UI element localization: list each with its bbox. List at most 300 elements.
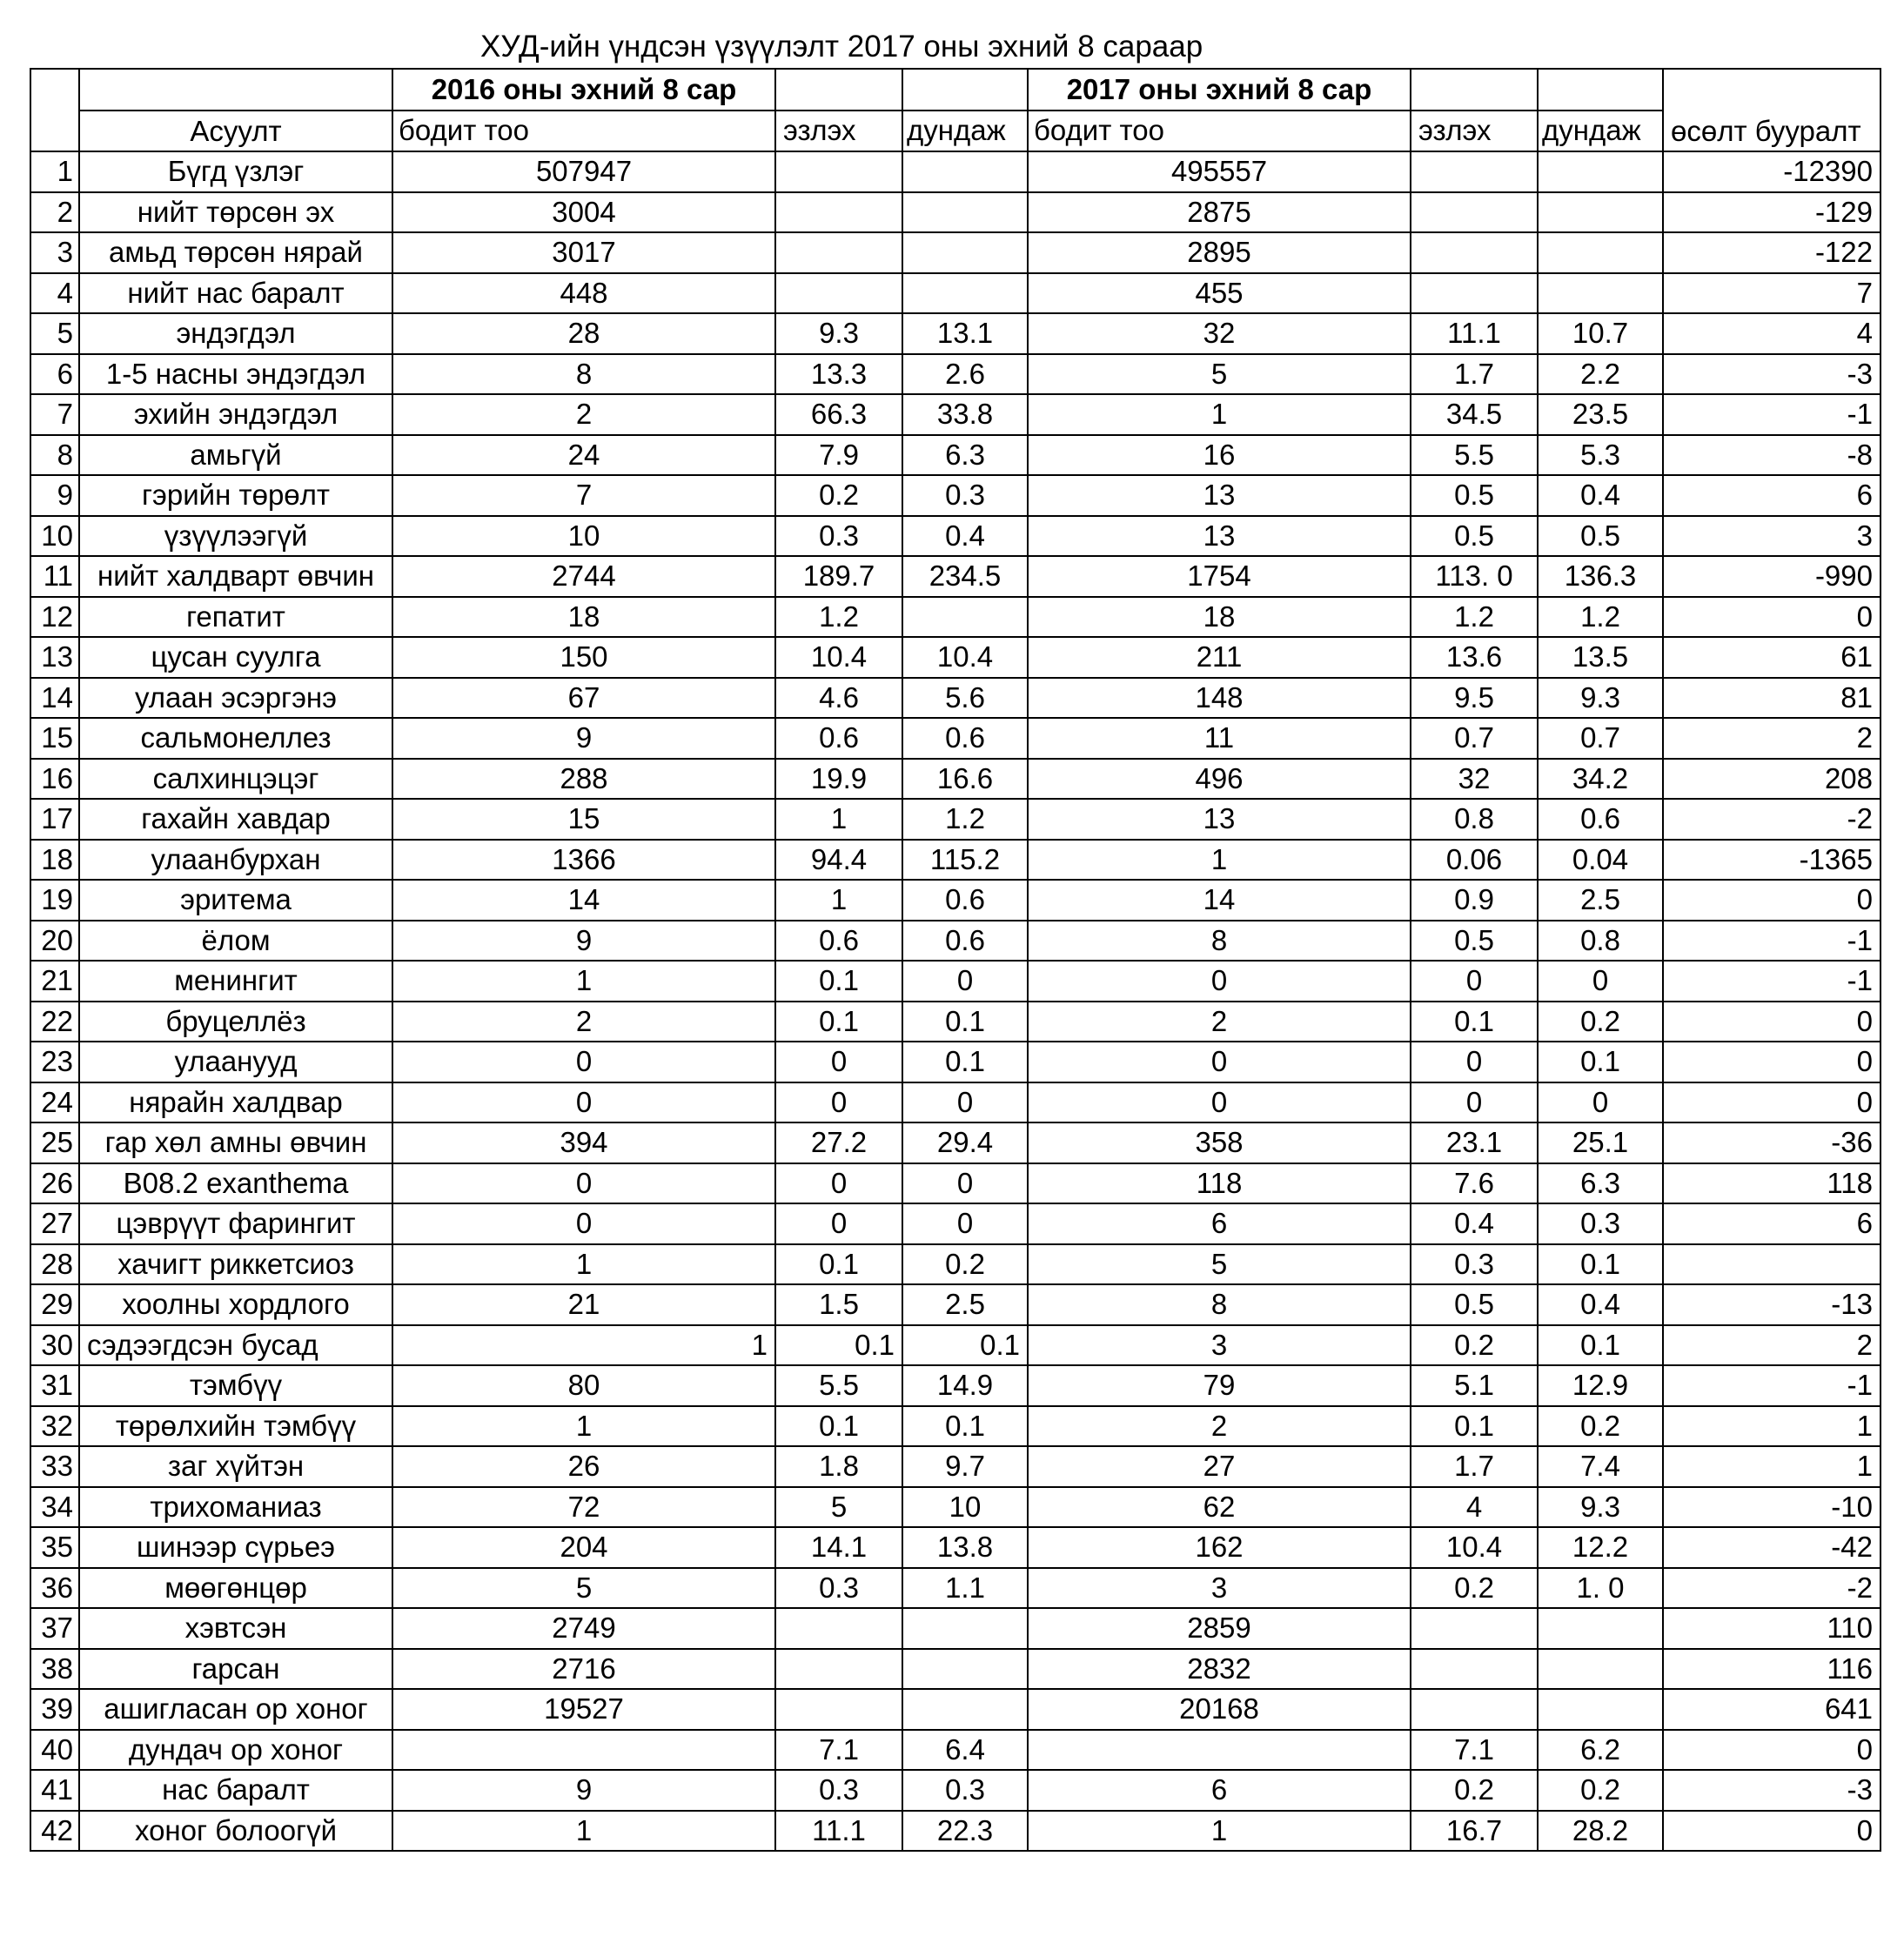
cell-avg-2017: 9.3 — [1538, 678, 1663, 719]
cell-avg-2016: 0 — [902, 1163, 1028, 1204]
cell-share-2017: 0.7 — [1411, 718, 1538, 759]
cell-avg-2017: 25.1 — [1538, 1122, 1663, 1163]
cell-actual-2017: 1754 — [1028, 556, 1411, 597]
table-row — [30, 1365, 1881, 1406]
row-question: амьгүй — [79, 435, 392, 476]
cell-actual-2017: 495557 — [1028, 151, 1411, 192]
cell-share-2016: 0 — [775, 1203, 902, 1244]
cell-avg-2016: 16.6 — [902, 759, 1028, 800]
header-group-2017: 2017 оны эхний 8 сар — [1028, 69, 1411, 111]
row-number: 5 — [30, 313, 79, 354]
cell-actual-2017: 2895 — [1028, 232, 1411, 273]
cell-avg-2017: 0.7 — [1538, 718, 1663, 759]
cell-actual-2017: 2 — [1028, 1002, 1411, 1042]
cell-change: -129 — [1663, 192, 1881, 233]
cell-share-2016: 14.1 — [775, 1527, 902, 1568]
cell-change: -12390 — [1663, 151, 1881, 192]
cell-actual-2017: 5 — [1028, 354, 1411, 395]
cell-avg-2016: 0.6 — [902, 921, 1028, 962]
cell-avg-2016 — [902, 192, 1028, 233]
cell-actual-2017: 2832 — [1028, 1649, 1411, 1690]
cell-avg-2016: 0.4 — [902, 516, 1028, 557]
cell-avg-2017: 23.5 — [1538, 394, 1663, 435]
cell-avg-2016: 1.2 — [902, 799, 1028, 840]
cell-avg-2016: 13.8 — [902, 1527, 1028, 1568]
cell-avg-2016 — [902, 1649, 1028, 1690]
cell-actual-2016: 0 — [392, 1082, 775, 1123]
cell-change: 110 — [1663, 1608, 1881, 1649]
row-question: гэрийн төрөлт — [79, 475, 392, 516]
cell-share-2016: 0.6 — [775, 921, 902, 962]
cell-change: -3 — [1663, 354, 1881, 395]
cell-change: -8 — [1663, 435, 1881, 476]
cell-avg-2017: 12.9 — [1538, 1365, 1663, 1406]
cell-actual-2017: 2 — [1028, 1406, 1411, 1447]
cell-avg-2016: 234.5 — [902, 556, 1028, 597]
row-question: нас баралт — [79, 1770, 392, 1811]
cell-actual-2017: 11 — [1028, 718, 1411, 759]
cell-avg-2016: 0.1 — [902, 1406, 1028, 1447]
row-question: цэврүүт фарингит — [79, 1203, 392, 1244]
row-question: гарсан — [79, 1649, 392, 1690]
header-actual-2016: бодит тоо — [392, 111, 775, 152]
table-row — [30, 1163, 1881, 1204]
cell-share-2017: 1.7 — [1411, 354, 1538, 395]
cell-share-2017: 0.1 — [1411, 1406, 1538, 1447]
row-question: сальмонеллез — [79, 718, 392, 759]
cell-avg-2016: 29.4 — [902, 1122, 1028, 1163]
row-question: эндэгдэл — [79, 313, 392, 354]
table-row — [30, 1244, 1881, 1285]
table-row — [30, 961, 1881, 1002]
row-number: 11 — [30, 556, 79, 597]
cell-avg-2016: 10 — [902, 1487, 1028, 1528]
cell-share-2016: 5.5 — [775, 1365, 902, 1406]
table-row — [30, 799, 1881, 840]
cell-avg-2016: 115.2 — [902, 840, 1028, 881]
row-number: 32 — [30, 1406, 79, 1447]
cell-change: 641 — [1663, 1689, 1881, 1730]
cell-actual-2017: 79 — [1028, 1365, 1411, 1406]
cell-change: 0 — [1663, 1082, 1881, 1123]
table-row — [30, 394, 1881, 435]
cell-share-2017: 0.5 — [1411, 921, 1538, 962]
indicators-table — [30, 68, 1881, 1852]
table-row — [30, 1811, 1881, 1852]
cell-change: 6 — [1663, 475, 1881, 516]
cell-avg-2016 — [902, 597, 1028, 638]
row-question: эхийн эндэгдэл — [79, 394, 392, 435]
row-number: 31 — [30, 1365, 79, 1406]
cell-avg-2016: 0.6 — [902, 718, 1028, 759]
cell-actual-2016: 288 — [392, 759, 775, 800]
cell-change — [1663, 1244, 1881, 1285]
cell-share-2016: 0.3 — [775, 1568, 902, 1609]
cell-avg-2017 — [1538, 1649, 1663, 1690]
table-row — [30, 556, 1881, 597]
cell-actual-2016: 1 — [392, 1406, 775, 1447]
row-question: улаанбурхан — [79, 840, 392, 881]
cell-actual-2016: 9 — [392, 921, 775, 962]
cell-actual-2016: 2749 — [392, 1608, 775, 1649]
row-number: 41 — [30, 1770, 79, 1811]
cell-actual-2016: 2716 — [392, 1649, 775, 1690]
row-number: 20 — [30, 921, 79, 962]
row-number: 1 — [30, 151, 79, 192]
cell-actual-2017: 2859 — [1028, 1608, 1411, 1649]
cell-actual-2016: 2744 — [392, 556, 775, 597]
row-number: 40 — [30, 1730, 79, 1771]
cell-share-2016: 27.2 — [775, 1122, 902, 1163]
cell-actual-2016: 9 — [392, 1770, 775, 1811]
cell-actual-2016: 19527 — [392, 1689, 775, 1730]
row-question: төрөлхийн тэмбүү — [79, 1406, 392, 1447]
cell-share-2017: 13.6 — [1411, 637, 1538, 678]
cell-actual-2017: 1 — [1028, 1811, 1411, 1852]
table-body — [30, 69, 1881, 1851]
cell-avg-2017: 0.04 — [1538, 840, 1663, 881]
cell-actual-2017: 62 — [1028, 1487, 1411, 1528]
cell-change: 208 — [1663, 759, 1881, 800]
table-row — [30, 840, 1881, 881]
cell-change: 1 — [1663, 1446, 1881, 1487]
table-row — [30, 1649, 1881, 1690]
cell-actual-2016: 3017 — [392, 232, 775, 273]
row-number: 3 — [30, 232, 79, 273]
cell-change: 6 — [1663, 1203, 1881, 1244]
row-number: 42 — [30, 1811, 79, 1852]
cell-actual-2016: 5 — [392, 1568, 775, 1609]
cell-change: -1 — [1663, 961, 1881, 1002]
cell-share-2016: 7.9 — [775, 435, 902, 476]
row-question: амьд төрсөн нярай — [79, 232, 392, 273]
table-row — [30, 354, 1881, 395]
row-number: 24 — [30, 1082, 79, 1123]
cell-avg-2017: 136.3 — [1538, 556, 1663, 597]
row-number: 14 — [30, 678, 79, 719]
row-question: хоолны хордлого — [79, 1284, 392, 1325]
cell-share-2016 — [775, 151, 902, 192]
cell-actual-2016: 204 — [392, 1527, 775, 1568]
cell-actual-2017: 18 — [1028, 597, 1411, 638]
cell-actual-2016: 1 — [392, 961, 775, 1002]
cell-share-2017 — [1411, 273, 1538, 314]
cell-avg-2016: 0.3 — [902, 475, 1028, 516]
table-row — [30, 1568, 1881, 1609]
table-row — [30, 1406, 1881, 1447]
table-row — [30, 1527, 1881, 1568]
cell-actual-2016: 72 — [392, 1487, 775, 1528]
cell-avg-2017: 0.1 — [1538, 1244, 1663, 1285]
table-row — [30, 192, 1881, 233]
table-row — [30, 313, 1881, 354]
row-question: ёлом — [79, 921, 392, 962]
cell-share-2017: 16.7 — [1411, 1811, 1538, 1852]
table-row — [30, 1122, 1881, 1163]
cell-actual-2017: 3 — [1028, 1568, 1411, 1609]
cell-change: 0 — [1663, 1811, 1881, 1852]
cell-actual-2017: 13 — [1028, 475, 1411, 516]
cell-actual-2016: 26 — [392, 1446, 775, 1487]
row-number: 26 — [30, 1163, 79, 1204]
cell-avg-2016: 6.4 — [902, 1730, 1028, 1771]
cell-avg-2016: 6.3 — [902, 435, 1028, 476]
header-blank-cell — [775, 69, 902, 111]
cell-actual-2016: 1 — [392, 1244, 775, 1285]
cell-share-2016 — [775, 1689, 902, 1730]
cell-change: -2 — [1663, 799, 1881, 840]
cell-actual-2017: 32 — [1028, 313, 1411, 354]
cell-change: 0 — [1663, 1042, 1881, 1082]
cell-avg-2016: 2.5 — [902, 1284, 1028, 1325]
cell-actual-2017: 13 — [1028, 516, 1411, 557]
row-number: 12 — [30, 597, 79, 638]
cell-share-2017 — [1411, 1689, 1538, 1730]
cell-actual-2016: 507947 — [392, 151, 775, 192]
cell-actual-2017: 0 — [1028, 1082, 1411, 1123]
cell-actual-2017: 148 — [1028, 678, 1411, 719]
row-question: ашигласан ор хоног — [79, 1689, 392, 1730]
row-question: тэмбүү — [79, 1365, 392, 1406]
cell-change: -122 — [1663, 232, 1881, 273]
cell-actual-2017: 162 — [1028, 1527, 1411, 1568]
cell-share-2016: 0.3 — [775, 516, 902, 557]
cell-avg-2017: 0.4 — [1538, 1284, 1663, 1325]
cell-share-2017: 0.5 — [1411, 516, 1538, 557]
cell-share-2017: 0 — [1411, 1082, 1538, 1123]
cell-share-2016: 10.4 — [775, 637, 902, 678]
cell-share-2016: 0.6 — [775, 718, 902, 759]
header-blank-cell — [79, 69, 392, 111]
cell-share-2016: 9.3 — [775, 313, 902, 354]
cell-actual-2017: 6 — [1028, 1770, 1411, 1811]
cell-avg-2016: 0.1 — [902, 1002, 1028, 1042]
row-number: 36 — [30, 1568, 79, 1609]
table-row — [30, 597, 1881, 638]
cell-actual-2016: 448 — [392, 273, 775, 314]
cell-share-2017: 0.2 — [1411, 1325, 1538, 1366]
cell-share-2017: 34.5 — [1411, 394, 1538, 435]
header-group-2016: 2016 оны эхний 8 сар — [392, 69, 775, 111]
cell-actual-2016: 10 — [392, 516, 775, 557]
row-question: нийт халдварт өвчин — [79, 556, 392, 597]
cell-avg-2016: 0.2 — [902, 1244, 1028, 1285]
cell-change: 118 — [1663, 1163, 1881, 1204]
row-question: шинээр сүрьеэ — [79, 1527, 392, 1568]
cell-avg-2016 — [902, 1689, 1028, 1730]
cell-change: 3 — [1663, 516, 1881, 557]
cell-share-2016: 0.1 — [775, 1406, 902, 1447]
cell-actual-2016: 9 — [392, 718, 775, 759]
cell-actual-2016: 7 — [392, 475, 775, 516]
row-question: дундач ор хоног — [79, 1730, 392, 1771]
row-question: хэвтсэн — [79, 1608, 392, 1649]
cell-actual-2016: 18 — [392, 597, 775, 638]
cell-avg-2017: 6.3 — [1538, 1163, 1663, 1204]
cell-share-2016: 0.1 — [775, 961, 902, 1002]
cell-actual-2017: 118 — [1028, 1163, 1411, 1204]
cell-share-2017: 0.2 — [1411, 1568, 1538, 1609]
row-question: нийт нас баралт — [79, 273, 392, 314]
cell-share-2016 — [775, 192, 902, 233]
cell-avg-2016 — [902, 273, 1028, 314]
cell-share-2017: 0.1 — [1411, 1002, 1538, 1042]
cell-share-2017: 7.1 — [1411, 1730, 1538, 1771]
cell-actual-2016: 394 — [392, 1122, 775, 1163]
cell-share-2017: 0.5 — [1411, 475, 1538, 516]
cell-actual-2016: 24 — [392, 435, 775, 476]
row-number: 9 — [30, 475, 79, 516]
cell-share-2016: 94.4 — [775, 840, 902, 881]
header-blank-cell — [902, 69, 1028, 111]
cell-avg-2016: 0.1 — [902, 1042, 1028, 1082]
row-question: нярайн халдвар — [79, 1082, 392, 1123]
cell-actual-2016: 21 — [392, 1284, 775, 1325]
cell-share-2016: 0 — [775, 1082, 902, 1123]
cell-change: -13 — [1663, 1284, 1881, 1325]
cell-actual-2017: 8 — [1028, 921, 1411, 962]
row-number: 35 — [30, 1527, 79, 1568]
cell-share-2016: 1.5 — [775, 1284, 902, 1325]
cell-actual-2016: 3004 — [392, 192, 775, 233]
cell-avg-2017: 0.8 — [1538, 921, 1663, 962]
table-row — [30, 1770, 1881, 1811]
cell-actual-2017: 0 — [1028, 961, 1411, 1002]
table-row — [30, 1284, 1881, 1325]
cell-actual-2017: 27 — [1028, 1446, 1411, 1487]
cell-actual-2017 — [1028, 1730, 1411, 1771]
cell-share-2017: 4 — [1411, 1487, 1538, 1528]
row-number: 7 — [30, 394, 79, 435]
cell-share-2016: 0.1 — [775, 1325, 902, 1366]
table-row — [30, 475, 1881, 516]
cell-share-2016: 0.3 — [775, 1770, 902, 1811]
header-question: Асуулт — [79, 111, 392, 152]
cell-actual-2016: 80 — [392, 1365, 775, 1406]
table-row — [30, 1203, 1881, 1244]
cell-actual-2016: 14 — [392, 880, 775, 921]
row-question: нийт төрсөн эх — [79, 192, 392, 233]
cell-share-2017: 1.7 — [1411, 1446, 1538, 1487]
cell-share-2016: 5 — [775, 1487, 902, 1528]
table-row — [30, 435, 1881, 476]
header-actual-2017: бодит тоо — [1028, 111, 1411, 152]
cell-share-2017: 113. 0 — [1411, 556, 1538, 597]
cell-change: -2 — [1663, 1568, 1881, 1609]
row-question: эритема — [79, 880, 392, 921]
cell-actual-2016: 8 — [392, 354, 775, 395]
row-question: улаан эсэргэнэ — [79, 678, 392, 719]
cell-avg-2017 — [1538, 273, 1663, 314]
cell-share-2017 — [1411, 1649, 1538, 1690]
cell-actual-2016 — [392, 1730, 775, 1771]
row-number: 2 — [30, 192, 79, 233]
cell-avg-2017: 28.2 — [1538, 1811, 1663, 1852]
cell-actual-2017: 3 — [1028, 1325, 1411, 1366]
cell-share-2017 — [1411, 192, 1538, 233]
row-question: менингит — [79, 961, 392, 1002]
row-question: мөөгөнцөр — [79, 1568, 392, 1609]
cell-actual-2016: 1 — [392, 1811, 775, 1852]
cell-change: 116 — [1663, 1649, 1881, 1690]
cell-actual-2017: 0 — [1028, 1042, 1411, 1082]
cell-share-2016: 1.8 — [775, 1446, 902, 1487]
cell-actual-2017: 455 — [1028, 273, 1411, 314]
cell-share-2017: 9.5 — [1411, 678, 1538, 719]
row-number: 18 — [30, 840, 79, 881]
row-question: гахайн хавдар — [79, 799, 392, 840]
cell-change: 2 — [1663, 1325, 1881, 1366]
row-number: 30 — [30, 1325, 79, 1366]
cell-share-2017: 1.2 — [1411, 597, 1538, 638]
cell-share-2016: 1 — [775, 880, 902, 921]
table-row — [30, 1608, 1881, 1649]
cell-share-2016: 13.3 — [775, 354, 902, 395]
cell-share-2017 — [1411, 1608, 1538, 1649]
cell-avg-2016: 0.6 — [902, 880, 1028, 921]
cell-change: -1 — [1663, 394, 1881, 435]
cell-share-2016: 1 — [775, 799, 902, 840]
row-number: 27 — [30, 1203, 79, 1244]
header-index-cell — [30, 69, 79, 151]
cell-share-2017: 0.9 — [1411, 880, 1538, 921]
cell-avg-2016: 2.6 — [902, 354, 1028, 395]
header-share-2017: эзлэх — [1411, 111, 1538, 152]
cell-avg-2016: 0 — [902, 1082, 1028, 1123]
cell-share-2017: 0.06 — [1411, 840, 1538, 881]
cell-avg-2017: 5.3 — [1538, 435, 1663, 476]
table-row — [30, 151, 1881, 192]
row-question: хачигт риккетсиоз — [79, 1244, 392, 1285]
cell-actual-2017: 13 — [1028, 799, 1411, 840]
row-number: 21 — [30, 961, 79, 1002]
cell-avg-2017: 13.5 — [1538, 637, 1663, 678]
cell-change: -1 — [1663, 921, 1881, 962]
cell-avg-2016: 0.3 — [902, 1770, 1028, 1811]
cell-avg-2017: 0 — [1538, 1082, 1663, 1123]
row-number: 19 — [30, 880, 79, 921]
cell-share-2016 — [775, 232, 902, 273]
cell-change: 61 — [1663, 637, 1881, 678]
cell-share-2017: 5.5 — [1411, 435, 1538, 476]
cell-avg-2016: 5.6 — [902, 678, 1028, 719]
row-question: салхинцэцэг — [79, 759, 392, 800]
row-question: трихоманиаз — [79, 1487, 392, 1528]
cell-share-2016: 4.6 — [775, 678, 902, 719]
cell-actual-2017: 20168 — [1028, 1689, 1411, 1730]
cell-share-2017: 23.1 — [1411, 1122, 1538, 1163]
cell-actual-2017: 358 — [1028, 1122, 1411, 1163]
row-question: гепатит — [79, 597, 392, 638]
cell-share-2017: 32 — [1411, 759, 1538, 800]
table-row — [30, 1446, 1881, 1487]
cell-share-2016: 11.1 — [775, 1811, 902, 1852]
cell-change: -36 — [1663, 1122, 1881, 1163]
cell-share-2016 — [775, 273, 902, 314]
cell-actual-2017: 1 — [1028, 840, 1411, 881]
table-row — [30, 1325, 1881, 1366]
table-row — [30, 880, 1881, 921]
cell-change: -1 — [1663, 1365, 1881, 1406]
row-number: 17 — [30, 799, 79, 840]
row-question: бруцеллёз — [79, 1002, 392, 1042]
cell-avg-2016: 22.3 — [902, 1811, 1028, 1852]
cell-avg-2017: 9.3 — [1538, 1487, 1663, 1528]
row-number: 38 — [30, 1649, 79, 1690]
header-row-2 — [30, 111, 1881, 152]
row-number: 39 — [30, 1689, 79, 1730]
cell-change: 81 — [1663, 678, 1881, 719]
